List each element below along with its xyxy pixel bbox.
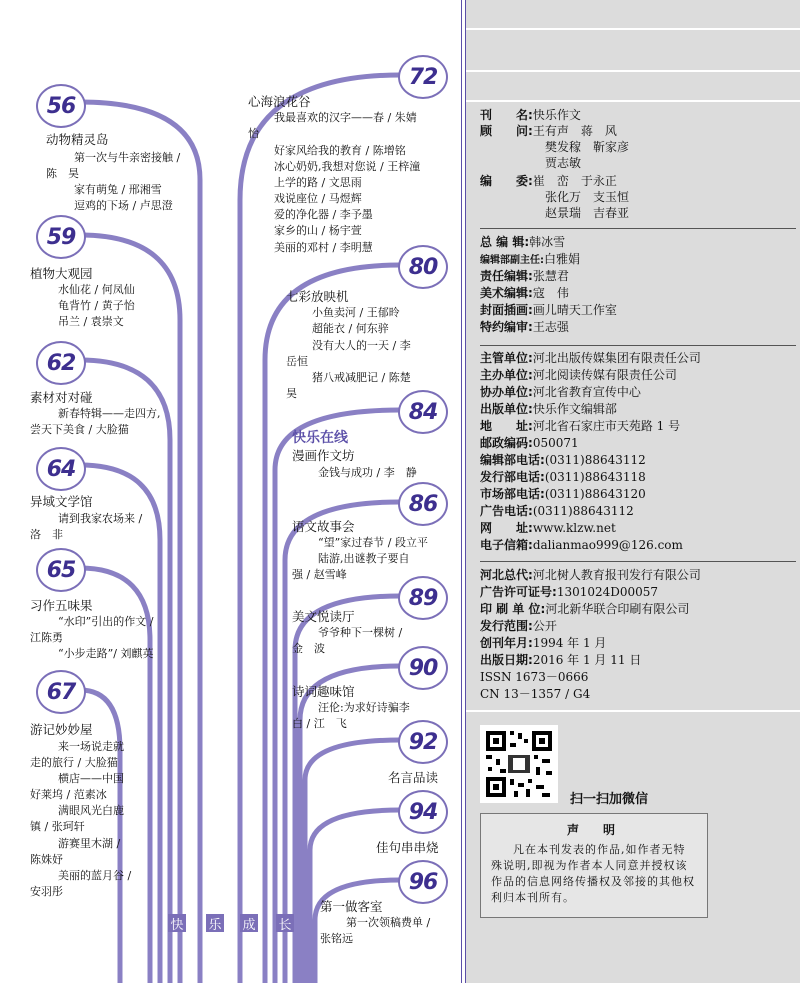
row-label: 协办单位: bbox=[480, 385, 533, 399]
page-badge-62: 62 bbox=[36, 341, 86, 385]
toc-item[interactable]: 汪伦:为求好诗骗李 bbox=[318, 701, 410, 714]
website-link[interactable]: www.klzw.net bbox=[532, 521, 616, 535]
email-link[interactable]: dalianmao999@126.com bbox=[532, 538, 683, 552]
toc-item[interactable]: 逗鸡的下场 / 卢思澄 bbox=[74, 199, 173, 212]
toc-item[interactable]: 陆游,出谜教子要自 bbox=[318, 552, 410, 565]
page-badge-94: 94 bbox=[398, 790, 448, 834]
section-title[interactable]: 诗词趣味馆 bbox=[292, 684, 355, 699]
row-value: 河北新华联合印刷有限公司 bbox=[545, 602, 690, 616]
row-label: 创刊年月: bbox=[480, 636, 533, 650]
masthead-row bbox=[480, 107, 581, 123]
masthead-row bbox=[480, 173, 617, 189]
row-label: 电子信箱: bbox=[480, 538, 533, 552]
masthead-row bbox=[480, 686, 590, 702]
row-value: 王志强 bbox=[532, 320, 569, 334]
row-label: 出版单位: bbox=[480, 402, 533, 416]
page-badge-80: 80 bbox=[398, 245, 448, 289]
toc-item[interactable]: 满眼风光白鹿 bbox=[58, 804, 124, 817]
masthead-row bbox=[480, 652, 641, 668]
masthead-row bbox=[480, 669, 588, 685]
masthead-row bbox=[480, 350, 701, 366]
row-label: 封面插画: bbox=[480, 303, 533, 317]
row-value: 画儿晴天工作室 bbox=[532, 303, 617, 317]
row-value: 樊发稼 靳家彦 bbox=[545, 140, 630, 154]
toc-item[interactable]: 请到我家农场来 / bbox=[58, 512, 143, 525]
cn-number: CN 13－1357 / G4 bbox=[480, 687, 591, 701]
toc-item[interactable]: 金 波 bbox=[292, 642, 325, 655]
toc-item[interactable]: “水印”引出的作文 / bbox=[58, 615, 154, 628]
row-label: 市场部电话: bbox=[480, 487, 545, 501]
section-title[interactable]: 七彩放映机 bbox=[286, 289, 349, 304]
row-label: 美术编辑: bbox=[480, 286, 533, 300]
qr-caption: 扫一扫加微信 bbox=[570, 792, 649, 807]
masthead-row bbox=[480, 584, 658, 600]
toc-item[interactable]: 第一次与牛亲密接触 / bbox=[74, 151, 181, 164]
toc-item[interactable]: 游赛里木湖 / bbox=[58, 837, 121, 850]
masthead-row bbox=[480, 384, 641, 400]
row-value: (0311)88643118 bbox=[544, 470, 646, 484]
masthead-row bbox=[480, 234, 565, 250]
row-label: 特约编审: bbox=[480, 320, 533, 334]
masthead-row bbox=[480, 268, 569, 284]
masthead-row bbox=[480, 635, 606, 651]
row-label: 广告许可证号: bbox=[480, 585, 557, 599]
issn: ISSN 1673－0666 bbox=[480, 670, 589, 684]
row-value: (0311)88643120 bbox=[544, 487, 646, 501]
row-value: 赵景瑞 吉春亚 bbox=[545, 206, 630, 220]
toc-item[interactable]: 陈姝妤 bbox=[30, 853, 63, 866]
section-title[interactable]: 漫画作文坊 bbox=[292, 448, 355, 463]
toc-item[interactable]: 金钱与成功 / 李 静 bbox=[318, 466, 417, 479]
toc-item[interactable]: 江陈勇 bbox=[30, 631, 63, 644]
section-title[interactable]: 美文悦读厅 bbox=[292, 609, 355, 624]
page-badge-86: 86 bbox=[398, 482, 448, 526]
toc-item[interactable]: 爷爷种下一棵树 / bbox=[318, 626, 403, 639]
row-value: 崔 峦 于永正 bbox=[532, 174, 617, 188]
row-label: 总 编 辑: bbox=[480, 235, 530, 249]
row-label: 编辑部电话: bbox=[480, 453, 545, 467]
row-label: 顾 问: bbox=[480, 124, 533, 138]
toc-item[interactable]: 水仙花 / 何凤仙 bbox=[58, 283, 135, 296]
toc-item[interactable]: 爱的净化器 / 李予墨 bbox=[274, 208, 373, 221]
toc-item[interactable]: “望”家过春节 / 段立平 bbox=[318, 536, 428, 549]
wechat-qr-code-icon[interactable] bbox=[480, 725, 558, 803]
row-value: 快乐作文 bbox=[532, 108, 581, 122]
row-value: 张化万 支玉恒 bbox=[545, 190, 630, 204]
masthead-row bbox=[480, 367, 677, 383]
row-value: (0311)88643112 bbox=[544, 453, 646, 467]
page-badge-72: 72 bbox=[398, 55, 448, 99]
row-value: 河北树人教育报刊发行有限公司 bbox=[532, 568, 701, 582]
row-value: 张慧君 bbox=[532, 269, 569, 283]
row-value: 2016 年 1 月 11 日 bbox=[532, 653, 642, 667]
toc-item[interactable]: 超能衣 / 何东骍 bbox=[312, 322, 389, 335]
row-label: 责任编辑: bbox=[480, 269, 533, 283]
row-value: 河北出版传媒集团有限责任公司 bbox=[532, 351, 701, 365]
toc-item[interactable]: 猪八戒减肥记 / 陈楚 bbox=[312, 371, 411, 384]
row-label: 印 刷 单 位: bbox=[480, 602, 546, 616]
toc-item[interactable]: 上学的路 / 文思雨 bbox=[274, 176, 362, 189]
row-value: 1301024D00057 bbox=[556, 585, 659, 599]
toc-item[interactable]: 美丽的邓村 / 李明慧 bbox=[274, 241, 373, 254]
section-title[interactable]: 心海浪花谷 bbox=[248, 94, 311, 109]
page-badge-96: 96 bbox=[398, 860, 448, 904]
row-value: 050071 bbox=[532, 436, 579, 450]
separator bbox=[480, 228, 796, 229]
row-label: 刊 名: bbox=[480, 108, 533, 122]
stripe bbox=[466, 100, 800, 102]
page-badge-59: 59 bbox=[36, 215, 86, 259]
row-value: (0311)88643112 bbox=[532, 504, 634, 518]
growth-char: 成 bbox=[240, 914, 258, 932]
page-badge-64: 64 bbox=[36, 447, 86, 491]
separator bbox=[480, 561, 796, 562]
page-badge-89: 89 bbox=[398, 576, 448, 620]
section-title[interactable]: 佳句串串烧 bbox=[376, 840, 439, 855]
toc-item[interactable]: 昊 bbox=[286, 387, 297, 400]
masthead-row bbox=[480, 285, 569, 301]
row-value: 河北阅读传媒有限责任公司 bbox=[532, 368, 677, 382]
masthead-row bbox=[545, 189, 629, 205]
section-title[interactable]: 素材对对碰 bbox=[30, 390, 93, 405]
row-value: 河北省教育宣传中心 bbox=[532, 385, 641, 399]
section-title[interactable]: 游记妙妙屋 bbox=[30, 722, 93, 737]
row-label: 广告电话: bbox=[480, 504, 533, 518]
growth-char: 长 bbox=[276, 914, 294, 932]
toc-item[interactable]: 来一场说走就 bbox=[58, 740, 124, 753]
toc-item[interactable]: 美丽的蓝月谷 / bbox=[58, 869, 132, 882]
toc-item[interactable]: 岳恒 bbox=[286, 355, 308, 368]
section-title[interactable]: 植物大观园 bbox=[30, 266, 93, 281]
connector-62 bbox=[80, 360, 170, 983]
toc-item[interactable]: 没有大人的一天 / 李 bbox=[312, 339, 411, 352]
qr-pattern-icon bbox=[480, 725, 558, 803]
toc-item[interactable]: 好莱坞 / 范素冰 bbox=[30, 788, 107, 801]
masthead-row bbox=[480, 435, 579, 451]
row-value: 公开 bbox=[532, 619, 557, 633]
row-label: 发行部电话: bbox=[480, 470, 545, 484]
row-label: 主办单位: bbox=[480, 368, 533, 382]
toc-item[interactable]: 怡 bbox=[248, 127, 259, 140]
row-label: 邮政编码: bbox=[480, 436, 533, 450]
separator bbox=[480, 345, 796, 346]
row-label: 出版日期: bbox=[480, 653, 533, 667]
stripe bbox=[466, 28, 800, 30]
masthead-row bbox=[480, 486, 646, 502]
page-badge-92: 92 bbox=[398, 720, 448, 764]
section-title[interactable]: 异域文学馆 bbox=[30, 494, 93, 509]
masthead-row bbox=[480, 601, 689, 617]
toc-item[interactable]: 家乡的山 / 杨宇萱 bbox=[274, 224, 362, 237]
masthead-row bbox=[480, 302, 617, 318]
masthead-row bbox=[480, 251, 580, 269]
masthead-row bbox=[480, 618, 557, 634]
toc-item[interactable]: 横店——中国 bbox=[58, 772, 124, 785]
masthead-row bbox=[480, 401, 617, 417]
toc-item[interactable]: 走的旅行 / 大脸猫 bbox=[30, 756, 118, 769]
toc-item[interactable]: 新春特辑——走四方, bbox=[58, 407, 161, 420]
page-badge-56: 56 bbox=[36, 84, 86, 128]
row-label: 主管单位: bbox=[480, 351, 533, 365]
toc-item[interactable]: 洛 非 bbox=[30, 528, 63, 541]
section-title[interactable]: 习作五味果 bbox=[30, 598, 93, 613]
row-value: 河北省石家庄市天苑路 1 号 bbox=[532, 419, 681, 433]
page-badge-84: 84 bbox=[398, 390, 448, 434]
masthead-row bbox=[545, 155, 581, 171]
toc-item[interactable]: 强 / 赵雪峰 bbox=[292, 568, 347, 581]
masthead-row bbox=[480, 452, 646, 468]
row-value: 寇 伟 bbox=[532, 286, 569, 300]
growth-char: 快 bbox=[168, 914, 186, 932]
toc-item[interactable]: 安羽彤 bbox=[30, 885, 63, 898]
section-title[interactable]: 语文故事会 bbox=[292, 519, 355, 534]
section-title[interactable]: 第一做客室 bbox=[320, 899, 383, 914]
section-title[interactable]: 名言品读 bbox=[388, 770, 439, 785]
row-label: 编辑部副主任: bbox=[480, 255, 544, 266]
toc-item[interactable]: 戏说座位 / 马煜辉 bbox=[274, 192, 362, 205]
toc-item[interactable]: 吊兰 / 袁崇文 bbox=[58, 315, 124, 328]
masthead-row bbox=[480, 418, 680, 434]
masthead-row bbox=[480, 319, 569, 335]
row-label: 地 址: bbox=[480, 419, 533, 433]
toc-item[interactable]: 陈 昊 bbox=[46, 167, 79, 180]
masthead-row bbox=[545, 139, 629, 155]
toc-item[interactable]: 好家风给我的教育 / 陈增铭 bbox=[274, 144, 406, 157]
masthead-row bbox=[480, 503, 634, 519]
notice-title: 声 明 bbox=[566, 823, 621, 837]
column-divider bbox=[461, 0, 462, 983]
masthead-panel bbox=[466, 0, 800, 983]
row-value: 韩冰雪 bbox=[529, 235, 566, 249]
row-label: 发行范围: bbox=[480, 619, 533, 633]
row-value: 白雅娟 bbox=[544, 252, 581, 266]
row-label: 编 委: bbox=[480, 174, 533, 188]
toc-item[interactable]: “小步走路”/ 刘麒英 bbox=[58, 647, 154, 660]
online-heading: 快乐在线 bbox=[292, 430, 348, 446]
toc-item[interactable]: 龟背竹 / 黄子怡 bbox=[58, 299, 135, 312]
toc-item[interactable]: 我最喜欢的汉字——春 / 朱婧 bbox=[274, 111, 417, 124]
masthead-row bbox=[480, 537, 683, 553]
copyright-notice bbox=[480, 813, 708, 918]
toc-item[interactable]: 镇 / 张珂轩 bbox=[30, 820, 85, 833]
stripe bbox=[466, 70, 800, 72]
masthead-row bbox=[545, 205, 629, 221]
toc-item[interactable]: 家有萌兔 / 邢湘雪 bbox=[74, 183, 162, 196]
section-title[interactable]: 动物精灵岛 bbox=[46, 132, 109, 147]
row-value: 1994 年 1 月 bbox=[532, 636, 607, 650]
growth-char: 乐 bbox=[206, 914, 224, 932]
page-badge-65: 65 bbox=[36, 548, 86, 592]
toc-item[interactable]: 第一次领稿费单 / bbox=[346, 916, 431, 929]
toc-item[interactable]: 白 / 江 飞 bbox=[292, 717, 347, 730]
row-label: 河北总代: bbox=[480, 568, 533, 582]
row-value: 王有声 蒋 风 bbox=[532, 124, 617, 138]
row-value: 贾志敏 bbox=[545, 156, 582, 170]
masthead-row bbox=[480, 469, 646, 485]
notice-body: 凡在本刊发表的作品,如作者无特殊说明,即视为作者本人同意并授权该作品的信息网络传播权及邻接的其他权利归本刊所有。 bbox=[491, 843, 695, 904]
page-badge-67: 67 bbox=[36, 670, 86, 714]
masthead-row bbox=[480, 520, 616, 536]
row-label: 网 址: bbox=[480, 521, 533, 535]
stripe bbox=[466, 710, 800, 712]
toc-item[interactable]: 张铭远 bbox=[320, 932, 353, 945]
masthead-row bbox=[480, 123, 617, 139]
masthead-row bbox=[480, 567, 701, 583]
toc-item[interactable]: 尝天下美食 / 大脸猫 bbox=[30, 423, 129, 436]
page-badge-90: 90 bbox=[398, 646, 448, 690]
row-value: 快乐作文编辑部 bbox=[532, 402, 617, 416]
toc-item[interactable]: 小鱼卖河 / 王郁昤 bbox=[312, 306, 400, 319]
toc-item[interactable]: 冰心奶奶,我想对您说 / 王梓潼 bbox=[274, 160, 421, 173]
